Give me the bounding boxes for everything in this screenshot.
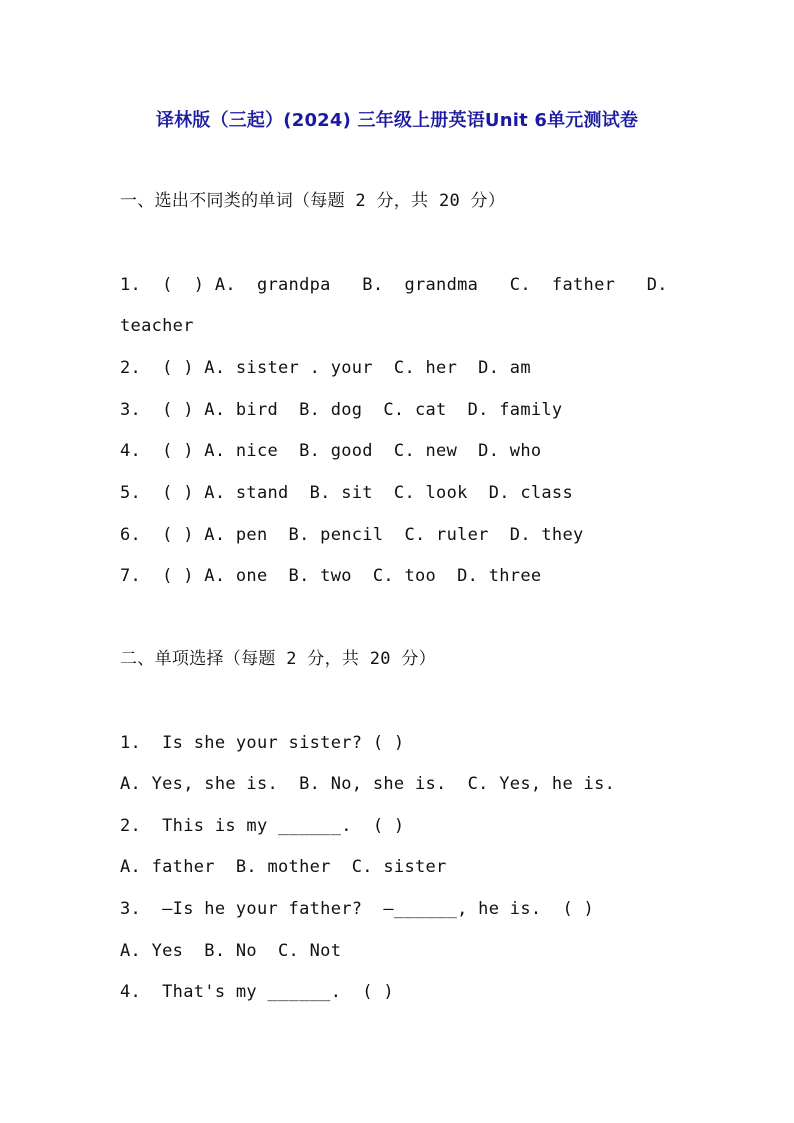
- answer-options-line: A. father B. mother C. sister: [120, 857, 447, 877]
- question-line: teacher: [120, 316, 194, 336]
- question-line: 1. ( ) A. grandpa B. grandma C. father D.: [120, 275, 668, 295]
- answer-options-line: A. Yes, she is. B. No, she is. C. Yes, he is.: [120, 774, 616, 794]
- question-line: 2. ( ) A. sister . your C. her D. am: [120, 358, 531, 378]
- question-line: 3. —Is he your father? —______, he is. ( ): [120, 899, 595, 919]
- question-line: 6. ( ) A. pen B. pencil C. ruler D. they: [120, 525, 584, 545]
- answer-options-line: A. Yes B. No C. Not: [120, 941, 342, 961]
- section-1-heading: 一、选出不同类的单词（每题 2 分，共 20 分）: [120, 191, 506, 211]
- question-line: 7. ( ) A. one B. two C. too D. three: [120, 566, 542, 586]
- section-2-heading: 二、单项选择（每题 2 分，共 20 分）: [120, 649, 436, 669]
- page-title: 译林版（三起）(2024) 三年级上册英语Unit 6单元测试卷: [155, 110, 639, 131]
- question-line: 3. ( ) A. bird B. dog C. cat D. family: [120, 400, 563, 420]
- question-line: 4. That's my ______. ( ): [120, 982, 394, 1002]
- question-line: 1. Is she your sister? ( ): [120, 733, 405, 753]
- question-line: 5. ( ) A. stand B. sit C. look D. class: [120, 483, 573, 503]
- question-line: 2. This is my ______. ( ): [120, 816, 405, 836]
- question-line: 4. ( ) A. nice B. good C. new D. who: [120, 441, 542, 461]
